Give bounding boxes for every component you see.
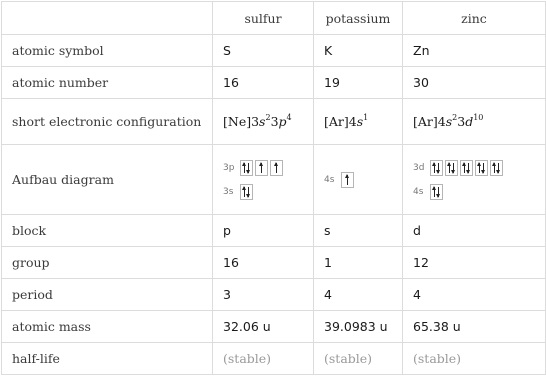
- row-configuration: [2, 99, 546, 145]
- cell-sulfur: 3: [213, 279, 314, 311]
- orbital-box-pair: [490, 160, 503, 176]
- cell-potassium: $[Ar]4s^1$: [314, 99, 403, 145]
- cell-potassium: K: [314, 35, 403, 67]
- cell-zinc: d: [403, 215, 546, 247]
- cell-zinc: 30: [403, 67, 546, 99]
- cell-zinc: 65.38 u: [403, 311, 546, 343]
- orbital-box-single: [341, 172, 354, 188]
- orbital-3s: 3s: [223, 180, 313, 204]
- aufbau-sulfur: [213, 145, 314, 215]
- cell-potassium: 1: [314, 247, 403, 279]
- aufbau-potassium: [314, 145, 403, 215]
- cell-potassium: 4: [314, 279, 403, 311]
- row-atomic-mass: [2, 311, 546, 343]
- row-group: [2, 247, 546, 279]
- cell-sulfur: 16: [213, 67, 314, 99]
- orbital-box-pair: [240, 184, 253, 200]
- orbital-4s: 4s: [413, 180, 545, 204]
- cell-potassium: s: [314, 215, 403, 247]
- row-block: [2, 215, 546, 247]
- orbital-box-single: [255, 160, 268, 176]
- cell-potassium: 19: [314, 67, 403, 99]
- cell-zinc: (stable): [403, 343, 546, 375]
- row-half-life: [2, 343, 546, 375]
- cell-sulfur: $[Ne]3s^23p^4$: [213, 99, 314, 145]
- cell-potassium: 39.0983 u: [314, 311, 403, 343]
- cell-zinc: Zn: [403, 35, 546, 67]
- cell-sulfur: 16: [213, 247, 314, 279]
- element-comparison-table: [1, 1, 546, 375]
- row-label: half-life: [2, 343, 213, 375]
- orbital-box-single: [270, 160, 283, 176]
- row-period: [2, 279, 546, 311]
- orbital-4s: 4s: [324, 168, 402, 192]
- orbital-box-pair: [475, 160, 488, 176]
- row-atomic-symbol: [2, 35, 546, 67]
- orbital-box-pair: [460, 160, 473, 176]
- cell-zinc: $[Ar]4s^23d^{10}$: [403, 99, 546, 145]
- row-label: atomic number: [2, 67, 213, 99]
- row-label: short electronic configuration: [2, 99, 213, 145]
- row-atomic-number: [2, 67, 546, 99]
- orbital-box-pair: [240, 160, 253, 176]
- aufbau-zinc: [403, 145, 546, 215]
- cell-sulfur: (stable): [213, 343, 314, 375]
- cell-potassium: (stable): [314, 343, 403, 375]
- header-sulfur: sulfur: [213, 2, 314, 35]
- orbital-box-pair: [430, 184, 443, 200]
- cell-sulfur: 32.06 u: [213, 311, 314, 343]
- header-zinc: zinc: [403, 2, 546, 35]
- row-label: period: [2, 279, 213, 311]
- header-row: [2, 2, 546, 35]
- orbital-box-pair: [430, 160, 443, 176]
- cell-zinc: 12: [403, 247, 546, 279]
- orbital-3p: 3p: [223, 156, 313, 180]
- header-empty: [2, 2, 213, 35]
- orbital-3d: 3d: [413, 156, 545, 180]
- cell-zinc: 4: [403, 279, 546, 311]
- row-label: Aufbau diagram: [2, 145, 213, 215]
- cell-sulfur: p: [213, 215, 314, 247]
- orbital-box-pair: [445, 160, 458, 176]
- row-label: group: [2, 247, 213, 279]
- row-label: atomic symbol: [2, 35, 213, 67]
- row-label: atomic mass: [2, 311, 213, 343]
- header-potassium: potassium: [314, 2, 403, 35]
- row-aufbau: [2, 145, 546, 215]
- cell-sulfur: S: [213, 35, 314, 67]
- row-label: block: [2, 215, 213, 247]
